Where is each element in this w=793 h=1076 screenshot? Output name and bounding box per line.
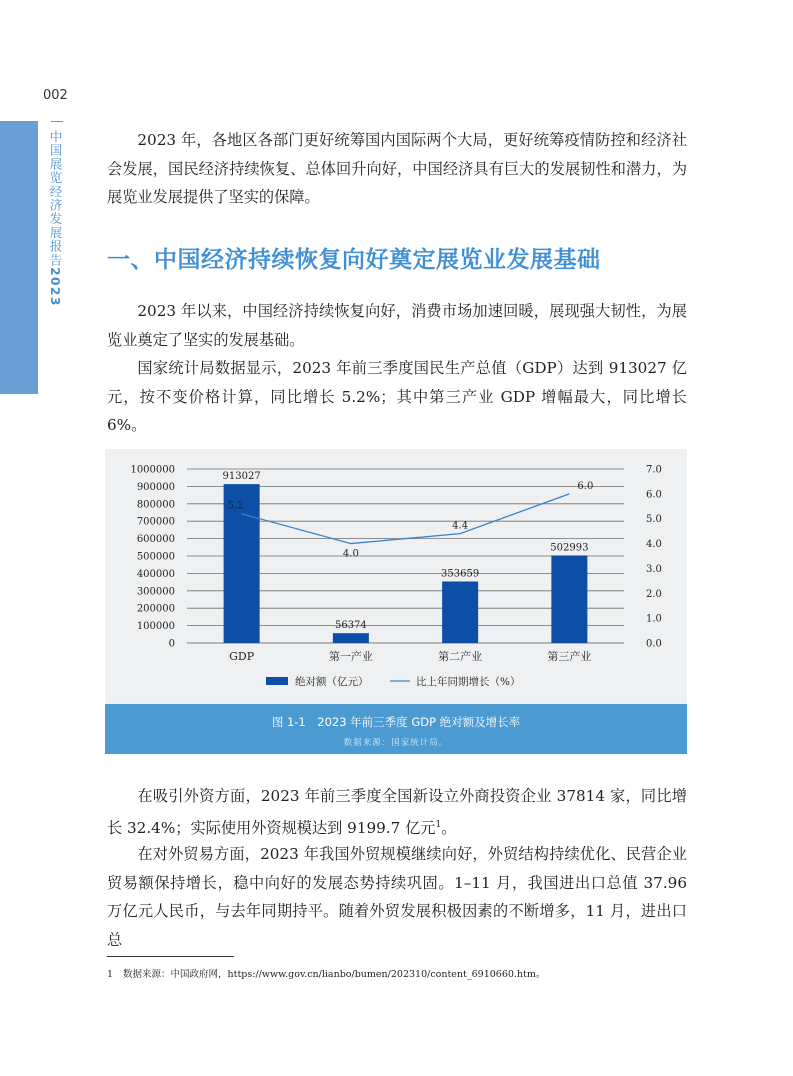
bar-data-label: 913027 <box>222 471 261 483</box>
line-data-label: 6.0 <box>577 480 594 492</box>
y-left-tick-label: 900000 <box>136 481 175 493</box>
y-left-tick-label: 400000 <box>136 568 175 580</box>
bar <box>442 581 478 643</box>
page-number: 002 <box>43 88 68 103</box>
line-data-label: 4.4 <box>452 520 469 532</box>
y-left-tick-label: 600000 <box>136 534 175 546</box>
section-heading: 一、中国经济持续恢复向好奠定展览业发展基础 <box>107 247 601 273</box>
side-rule <box>51 121 63 122</box>
y-left-tick-label: 200000 <box>136 603 175 615</box>
paragraph-3-text: 在吸引外资方面，2023 年前三季度全国新设立外商投资企业 37814 家，同比增长 32.4%；实际使用外资规模达到 9199.7 亿元 <box>107 787 687 837</box>
line-data-label: 5.2 <box>227 500 244 512</box>
category-label: 第二产业 <box>438 650 483 663</box>
bar <box>333 633 369 643</box>
footnote-text[interactable]: 数据来源：中国政府网，https://www.gov.cn/lianbo/bumen/202310/content_6910660.htm。 <box>123 969 546 980</box>
y-left-tick-label: 300000 <box>136 586 175 598</box>
y-right-tick-label: 3.0 <box>646 563 662 575</box>
figure-source: 数据来源：国家统计局。 <box>343 738 449 748</box>
y-right-tick-label: 1.0 <box>646 613 662 625</box>
paragraph-3 <box>107 782 687 842</box>
line-data-label: 4.0 <box>342 548 359 560</box>
intro-paragraph: 2023 年，各地区各部门更好统筹国内国际两个大局，更好统筹疫情防控和经济社会发展，国民经济持续恢复、总体回升向好，中国经济具有巨大的发展韧性和潜力，为展览业发展提供了坚实的保障。 <box>107 131 687 206</box>
legend-bar-swatch <box>266 677 288 685</box>
paragraph-1: 2023 年以来，中国经济持续恢复向好，消费市场加速回暖，展现强大韧性，为展览业奠定了坚实的发展基础。 <box>107 302 687 349</box>
y-right-tick-label: 7.0 <box>646 464 662 476</box>
legend-bar-label: 绝对额（亿元） <box>295 676 369 688</box>
footnote <box>107 966 545 980</box>
legend-line-label: 比上年同期增长（%） <box>416 676 521 688</box>
bar-data-label: 502993 <box>550 542 589 554</box>
y-right-tick-label: 6.0 <box>646 489 662 501</box>
bar-data-label: 353659 <box>441 568 480 580</box>
y-left-tick-label: 500000 <box>136 551 175 563</box>
category-label: 第一产业 <box>328 650 373 663</box>
y-right-tick-label: 4.0 <box>646 539 662 551</box>
category-label: 第三产业 <box>547 650 592 663</box>
footnote-ref[interactable]: 1 <box>435 819 442 830</box>
y-right-tick-label: 2.0 <box>646 588 662 600</box>
figure-caption-box <box>105 704 687 754</box>
y-left-tick-label: 800000 <box>136 499 175 511</box>
growth-line <box>242 494 570 544</box>
category-label: GDP <box>229 650 255 663</box>
bar-data-label: 56374 <box>334 620 367 632</box>
footnote-rule <box>107 956 234 957</box>
bar <box>551 555 587 643</box>
side-color-bar <box>0 121 38 394</box>
y-right-tick-label: 5.0 <box>646 514 662 526</box>
y-left-tick-label: 100000 <box>136 621 175 633</box>
running-title <box>48 130 64 307</box>
paragraph-2: 国家统计局数据显示，2023 年前三季度国民生产总值（GDP）达到 913027 亿元，按不变价格计算，同比增长 5.2%；其中第三产业 GDP 增幅最大，同比增长 6%。 <box>107 359 687 434</box>
running-title-text: 中国展览经济发展报告 <box>48 130 63 267</box>
figure-1-1 <box>105 449 687 754</box>
y-left-tick-label: 700000 <box>136 516 175 528</box>
footnote-number: 1 <box>107 969 114 980</box>
paragraph-3-end: 。 <box>441 818 457 837</box>
y-left-tick-label: 1000000 <box>130 464 175 476</box>
figure-caption: 图 1-1 2023 年前三季度 GDP 绝对额及增长率 <box>271 715 521 729</box>
running-title-year: 2023 <box>48 267 63 307</box>
paragraph-4: 在对外贸易方面，2023 年我国外贸规模继续向好，外贸结构持续优化、民营企业贸易额保持增长，稳中向好的发展态势持续巩固。1–11 月，我国进出口总值 37.96 万亿元人民币，与去年同期持平。随着外贸发展积极因素的不断增多，11 月，进出口总 <box>107 845 687 949</box>
y-left-tick-label: 0 <box>168 638 175 650</box>
gdp-chart <box>105 449 687 704</box>
y-right-tick-label: 0.0 <box>646 638 662 650</box>
